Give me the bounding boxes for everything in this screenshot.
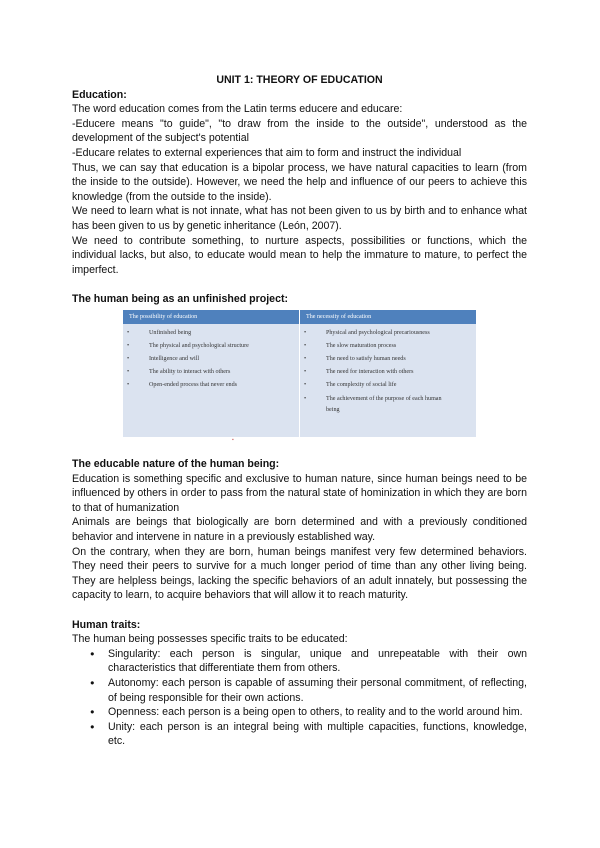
- list-item: ● Autonomy: each person is capable of assuming their personal commitment, of reflecting, of being responsible for their own actions.: [72, 676, 527, 705]
- table-row: • The slow maturation process: [304, 342, 397, 349]
- list-item: ● Singularity: each person is singular, unique and unrepeatable with their own characteristics that differentiate them from others.: [72, 647, 527, 676]
- document-body: [72, 73, 527, 749]
- paragraph: On the contrary, when they are born, human beings manifest very few determined behaviors. They need their peers to survive for a much longer period of time than any other living being. They are helpless beings, lacking the specific behaviors of an adult innately, but possessing the capacity to learn, to acquire behaviors that will allow it to reach maturity.: [72, 545, 527, 602]
- table-header: [123, 310, 476, 324]
- table-row: • The need for interaction with others: [304, 369, 414, 376]
- table-column-possibility: [123, 324, 299, 437]
- paragraph: Animals are beings that biologically are born determined and with a previously conditioned behavior and intervene in nature in a previously established way.: [72, 516, 527, 544]
- section-heading-education: Education:: [72, 88, 127, 101]
- table-row: • Open-ended process that never ends: [127, 382, 237, 389]
- paragraph: Education is something specific and exclusive to human nature, since human beings need to be influenced by others in order to pass from the natural state of hominization in which they are born to that of humanization: [72, 472, 527, 514]
- table-row: • The ability to interact with others: [127, 369, 231, 376]
- table-row: • Unfinished being: [127, 329, 192, 336]
- table-row: • Intelligence and will: [127, 355, 200, 362]
- table-row: • The need to satisfy human needs: [304, 355, 406, 362]
- section-heading-unfinished: The human being as an unfinished project:: [72, 292, 289, 305]
- table-header-necessity: The necessity of education: [299, 310, 476, 324]
- table-row: • Physical and psychological precariousness: [304, 329, 430, 336]
- section-heading-traits: Human traits:: [72, 618, 141, 631]
- table-row: • The achievement of the purpose of each human being: [304, 395, 442, 413]
- table-body: [123, 324, 476, 437]
- image-marker: ▪: [232, 436, 234, 443]
- paragraph: The word education comes from the Latin terms educere and educare:: [72, 103, 403, 116]
- table-row: • The physical and psychological structure: [127, 342, 249, 349]
- paragraph: We need to learn what is not innate, what has not been given to us by birth and to enhance what has been given to us by genetic inheritance (León, 2007).: [72, 205, 527, 232]
- list-item: ● Openness: each person is a being open to others, to reality and to the world around him.: [72, 705, 527, 720]
- section-heading-educable: The educable nature of the human being:: [72, 458, 280, 471]
- paragraph: -Educare relates to external experiences that aim to form and instruct the individual: [72, 146, 462, 159]
- list-item: ● Unity: each person is an integral being with multiple capacities, functions, knowledge, etc.: [72, 720, 527, 749]
- traits-intro: The human being possesses specific traits to be educated:: [72, 633, 348, 646]
- education-table: [123, 310, 476, 437]
- table-header-possibility: The possibility of education: [129, 313, 198, 320]
- paragraph: We need to contribute something, to nurture aspects, possibilities or functions, which the individual lacks, but also, to educate would mean to help the immature to mature, to perfect the imperfect.: [72, 234, 527, 276]
- table-row: • The complexity of social life: [304, 382, 397, 389]
- page-title: UNIT 1: THEORY OF EDUCATION: [216, 74, 383, 86]
- paragraph: Thus, we can say that education is a bipolar process, we have natural capacities to learn (from the inside to the outside). However, we need the help and influence of our peers to achieve this knowledge (from the outside to the inside).: [72, 161, 527, 203]
- paragraph: -Educere means "to guide", "to draw from the inside to the outside", understood as the development of the subject's potential: [72, 117, 527, 145]
- table-column-necessity: [299, 324, 476, 437]
- traits-list: [72, 647, 527, 749]
